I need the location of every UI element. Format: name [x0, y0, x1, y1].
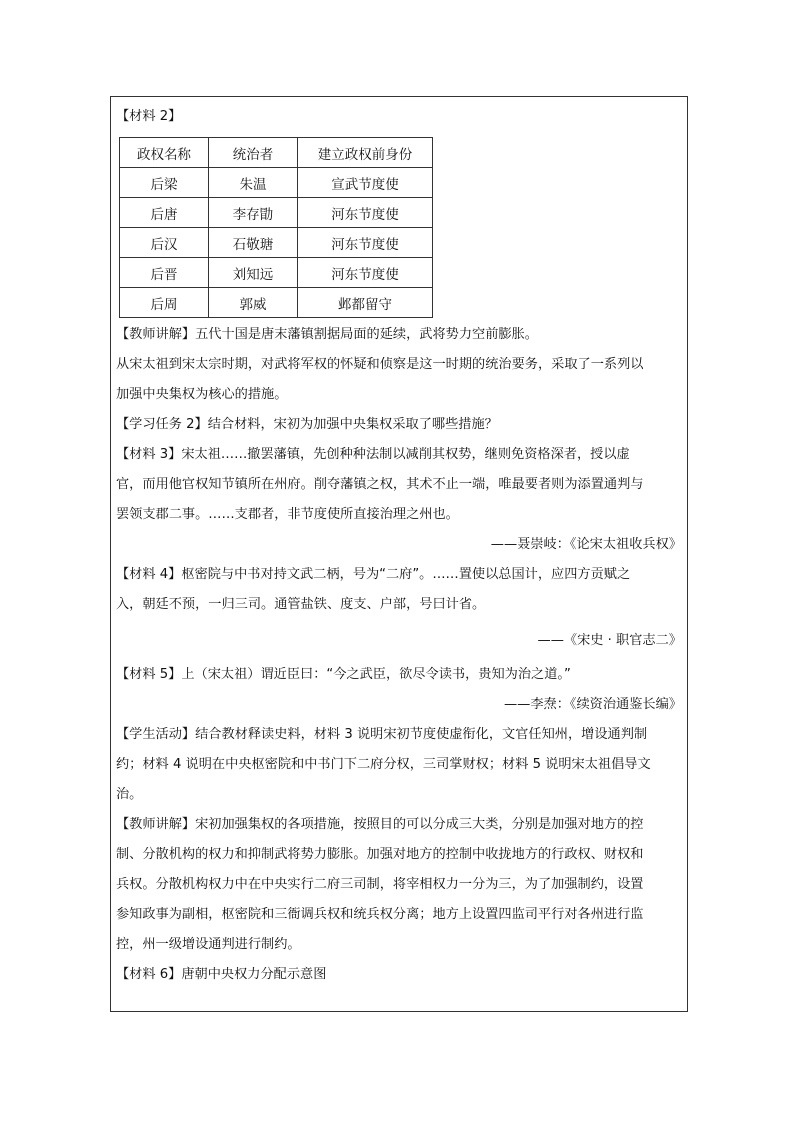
- paragraph-line: 参知政事为副相，枢密院和三衙调兵权和统兵权分离；地方上设置四监司平行对各州进行监: [116, 907, 644, 922]
- table-cell: 郭威: [209, 288, 298, 318]
- paragraph-line: 从宋太祖到宋太宗时期，对武将军权的怀疑和侦察是这一时期的统治要务，采取了一系列以: [116, 357, 644, 372]
- table-cell: 李存勖: [209, 198, 298, 228]
- table-cell: 刘知远: [209, 258, 298, 288]
- student-activity: [116, 720, 682, 810]
- table-row: [120, 228, 433, 258]
- material-6-label: 【材料 6】唐朝中央权力分配示意图: [116, 967, 327, 982]
- table-row: [120, 258, 433, 288]
- paragraph-line: 【学生活动】结合教材释读史料，材料 3 说明宋初节度使虚衔化，文官任知州，增设通判制: [116, 727, 648, 742]
- paragraph-line: 【教师讲解】五代十国是唐末藩镇割据局面的延续，武将势力空前膨胀。: [116, 327, 538, 342]
- table-cell: 后梁: [120, 168, 209, 198]
- paragraph-line: 制、分散机构的权力和抑制武将势力膨胀。加强对地方的控制中收拢地方的行政权、财权和: [116, 847, 644, 862]
- table-cell: 河东节度使: [298, 258, 433, 288]
- paragraph-line: 约；材料 4 说明在中央枢密院和中书门下二府分权，三司掌财权；材料 5 说明宋太祖倡导文: [116, 757, 651, 772]
- table-cell: 石敬瑭: [209, 228, 298, 258]
- paragraph-line: 兵权。分散机构权力中在中央实行二府三司制，将宰相权力一分为三，为了加强制约，设置: [116, 877, 644, 892]
- material-3: [116, 440, 682, 530]
- document-content: [116, 102, 682, 990]
- learning-task-2: 【学习任务 2】结合材料，宋初为加强中央集权采取了哪些措施？: [116, 417, 498, 432]
- material3-source: ——聂崇岐：《论宋太祖收兵权》: [490, 537, 682, 552]
- table-cell: 后晋: [120, 258, 209, 288]
- paragraph-line: 治。: [116, 787, 143, 802]
- paragraph-line: 加强中央集权为核心的措施。: [116, 387, 288, 402]
- table-row: [120, 198, 433, 228]
- paragraph-line: 【教师讲解】宋初加强集权的各项措施，按照目的可以分成三大类，分别是加强对地方的控: [116, 817, 644, 832]
- content-frame: [110, 96, 688, 1012]
- material4-source: ——《宋史 · 职官志二》: [537, 633, 682, 648]
- table-row: [120, 288, 433, 318]
- table-cell: 后周: [120, 288, 209, 318]
- paragraph-line: 【材料 3】宋太祖……撤罢藩镇，先创种种法制以减削其权势，继则免资格深者，授以虚: [116, 447, 630, 462]
- paragraph-line: 入，朝廷不预，一归三司。通管盐铁、度支、户部，号曰计省。: [116, 597, 486, 612]
- material-5: 【材料 5】上（宋太祖）谓近臣曰：“今之武臣，欲尽令读书，贵知为治之道。”: [116, 667, 571, 682]
- material2-label: 【材料 2】: [116, 109, 182, 124]
- regimes-table: [119, 137, 433, 318]
- table-header-row: [120, 138, 433, 168]
- material-4: [116, 560, 682, 620]
- table-cell: 后唐: [120, 198, 209, 228]
- paragraph-line: 控，州一级增设通判进行制约。: [116, 937, 301, 952]
- teacher-explanation-1: [116, 320, 682, 410]
- table-cell: 河东节度使: [298, 228, 433, 258]
- table-cell: 宣武节度使: [298, 168, 433, 198]
- paragraph-line: 官，而用他官权知节镇所在州府。削夺藩镇之权，其术不止一端，唯最要者则为添置通判与: [116, 477, 644, 492]
- table-cell: 朱温: [209, 168, 298, 198]
- table-row: [120, 168, 433, 198]
- paragraph-line: 罢领支郡二事。……支郡者，非节度使所直接治理之州也。: [116, 507, 459, 522]
- paragraph-line: 【材料 4】枢密院与中书对持文武二柄，号为“二府”。……置使以总国计，应四方贡赋之: [116, 567, 631, 582]
- table-cell: 邺都留守: [298, 288, 433, 318]
- material5-source: ——李焘：《续资治通鉴长编》: [503, 697, 682, 712]
- table-cell: 后汉: [120, 228, 209, 258]
- header-cell: 政权名称: [120, 138, 209, 168]
- teacher-explanation-2: [116, 810, 682, 960]
- table-cell: 河东节度使: [298, 198, 433, 228]
- header-cell: 建立政权前身份: [298, 138, 433, 168]
- header-cell: 统治者: [209, 138, 298, 168]
